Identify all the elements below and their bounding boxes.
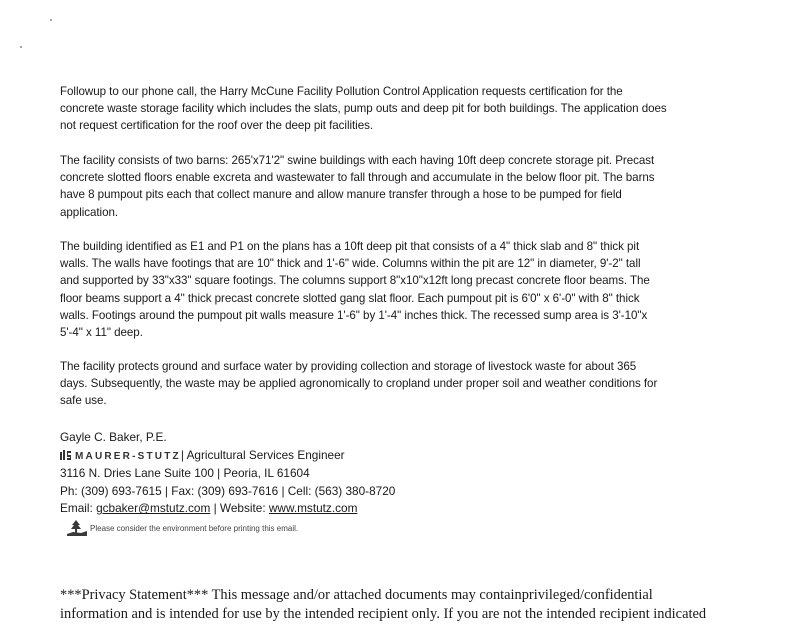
maurer-stutz-logo-icon <box>60 448 72 459</box>
email-signature <box>60 429 580 518</box>
text-line: ***Privacy Statement*** This message and/or attached documents may containprivileged/confidential <box>60 587 653 603</box>
scan-speck <box>20 46 22 48</box>
signature-company-row <box>60 447 580 466</box>
paragraph-facility <box>60 152 760 221</box>
email-link[interactable]: gcbaker@mstutz.com <box>96 501 211 516</box>
eco-note-text: Please consider the environment before printing this email. <box>90 524 299 533</box>
text-line: concrete waste storage facility which includes the slats, pump outs and deep pit for both buildings. The application does <box>60 102 667 116</box>
paragraph-protection <box>60 358 760 410</box>
text-line: days. Subsequently, the waste may be applied agronomically to cropland under proper soil and weather conditions for <box>60 377 658 391</box>
signature-contact-row <box>60 500 580 518</box>
text-line: not request certification for the roof over the deep pit facilities. <box>60 119 374 133</box>
text-line: The facility consists of two barns: 265'x71'2" swine buildings with each having 10ft deep concrete storage pit. Precast <box>60 154 655 167</box>
eco-tree-icon <box>66 519 88 537</box>
signature-name: Gayle C. Baker, P.E. <box>60 430 167 444</box>
text-line: walls. The walls have footings that are 10" thick and 1'-6" wide. Columns within the pit are 12" in diameter, 9'-2" tall <box>60 257 641 271</box>
email-label: Email: <box>60 501 93 516</box>
text-line: walls. Footings around the pumpout pit walls measure 1'-6" by 1'-4" inches thick. The recessed sump area is 3'-10"x <box>60 308 648 322</box>
scan-speck <box>50 19 52 21</box>
paragraph-building-details <box>60 238 760 341</box>
text-line: safe use. <box>60 394 107 408</box>
text-line: The building identified as E1 and P1 on the plans has a 10ft deep pit that consists of a 4" thick slab and 8" thick pit <box>60 240 640 253</box>
job-title: Agricultural Services Engineer <box>186 447 345 462</box>
company-name: MAURER-STUTZ <box>75 450 181 462</box>
signature-address: 3116 N. Dries Lane Suite 100 | Peoria, IL 61604 <box>60 466 310 481</box>
text-line: concrete slotted floors enable excreta and wastewater to fall through and accumulate in the below floor pit. The barns <box>60 171 655 185</box>
text-line: have 8 pumpout pits each that collect manure and allow manure transfer through a hose to be pumped for field <box>60 188 622 202</box>
text-line: floor beams support a 4" thick precast concrete slotted gang slat floor. Each pumpout pit is 6'0" x 6'-0" with 8" thick <box>60 291 640 305</box>
text-line: The facility protects ground and surface water by providing collection and storage of livestock waste for about 365 <box>60 360 637 373</box>
text-line: Followup to our phone call, the Harry McCune Facility Pollution Control Application requests certification for the <box>60 85 623 98</box>
privacy-statement <box>60 586 780 624</box>
website-link[interactable]: www.mstutz.com <box>268 501 358 516</box>
text-line: 5'-4" x 11" deep. <box>60 326 143 340</box>
website-label: | Website: <box>213 501 266 516</box>
separator: | <box>180 447 184 462</box>
paragraph-request <box>60 83 760 135</box>
eco-note <box>66 519 298 539</box>
text-line: and supported by 33"x33" square footings. The columns support 8"x10"x12ft long precast concrete floor beams. The <box>60 274 650 288</box>
text-line: information and is intended for use by the intended recipient only. If you are not the intended recipient indicated <box>60 606 707 622</box>
text-line: application. <box>60 205 119 219</box>
signature-phones: Ph: (309) 693-7615 | Fax: (309) 693-7616 | Cell: (563) 380-8720 <box>60 483 396 498</box>
